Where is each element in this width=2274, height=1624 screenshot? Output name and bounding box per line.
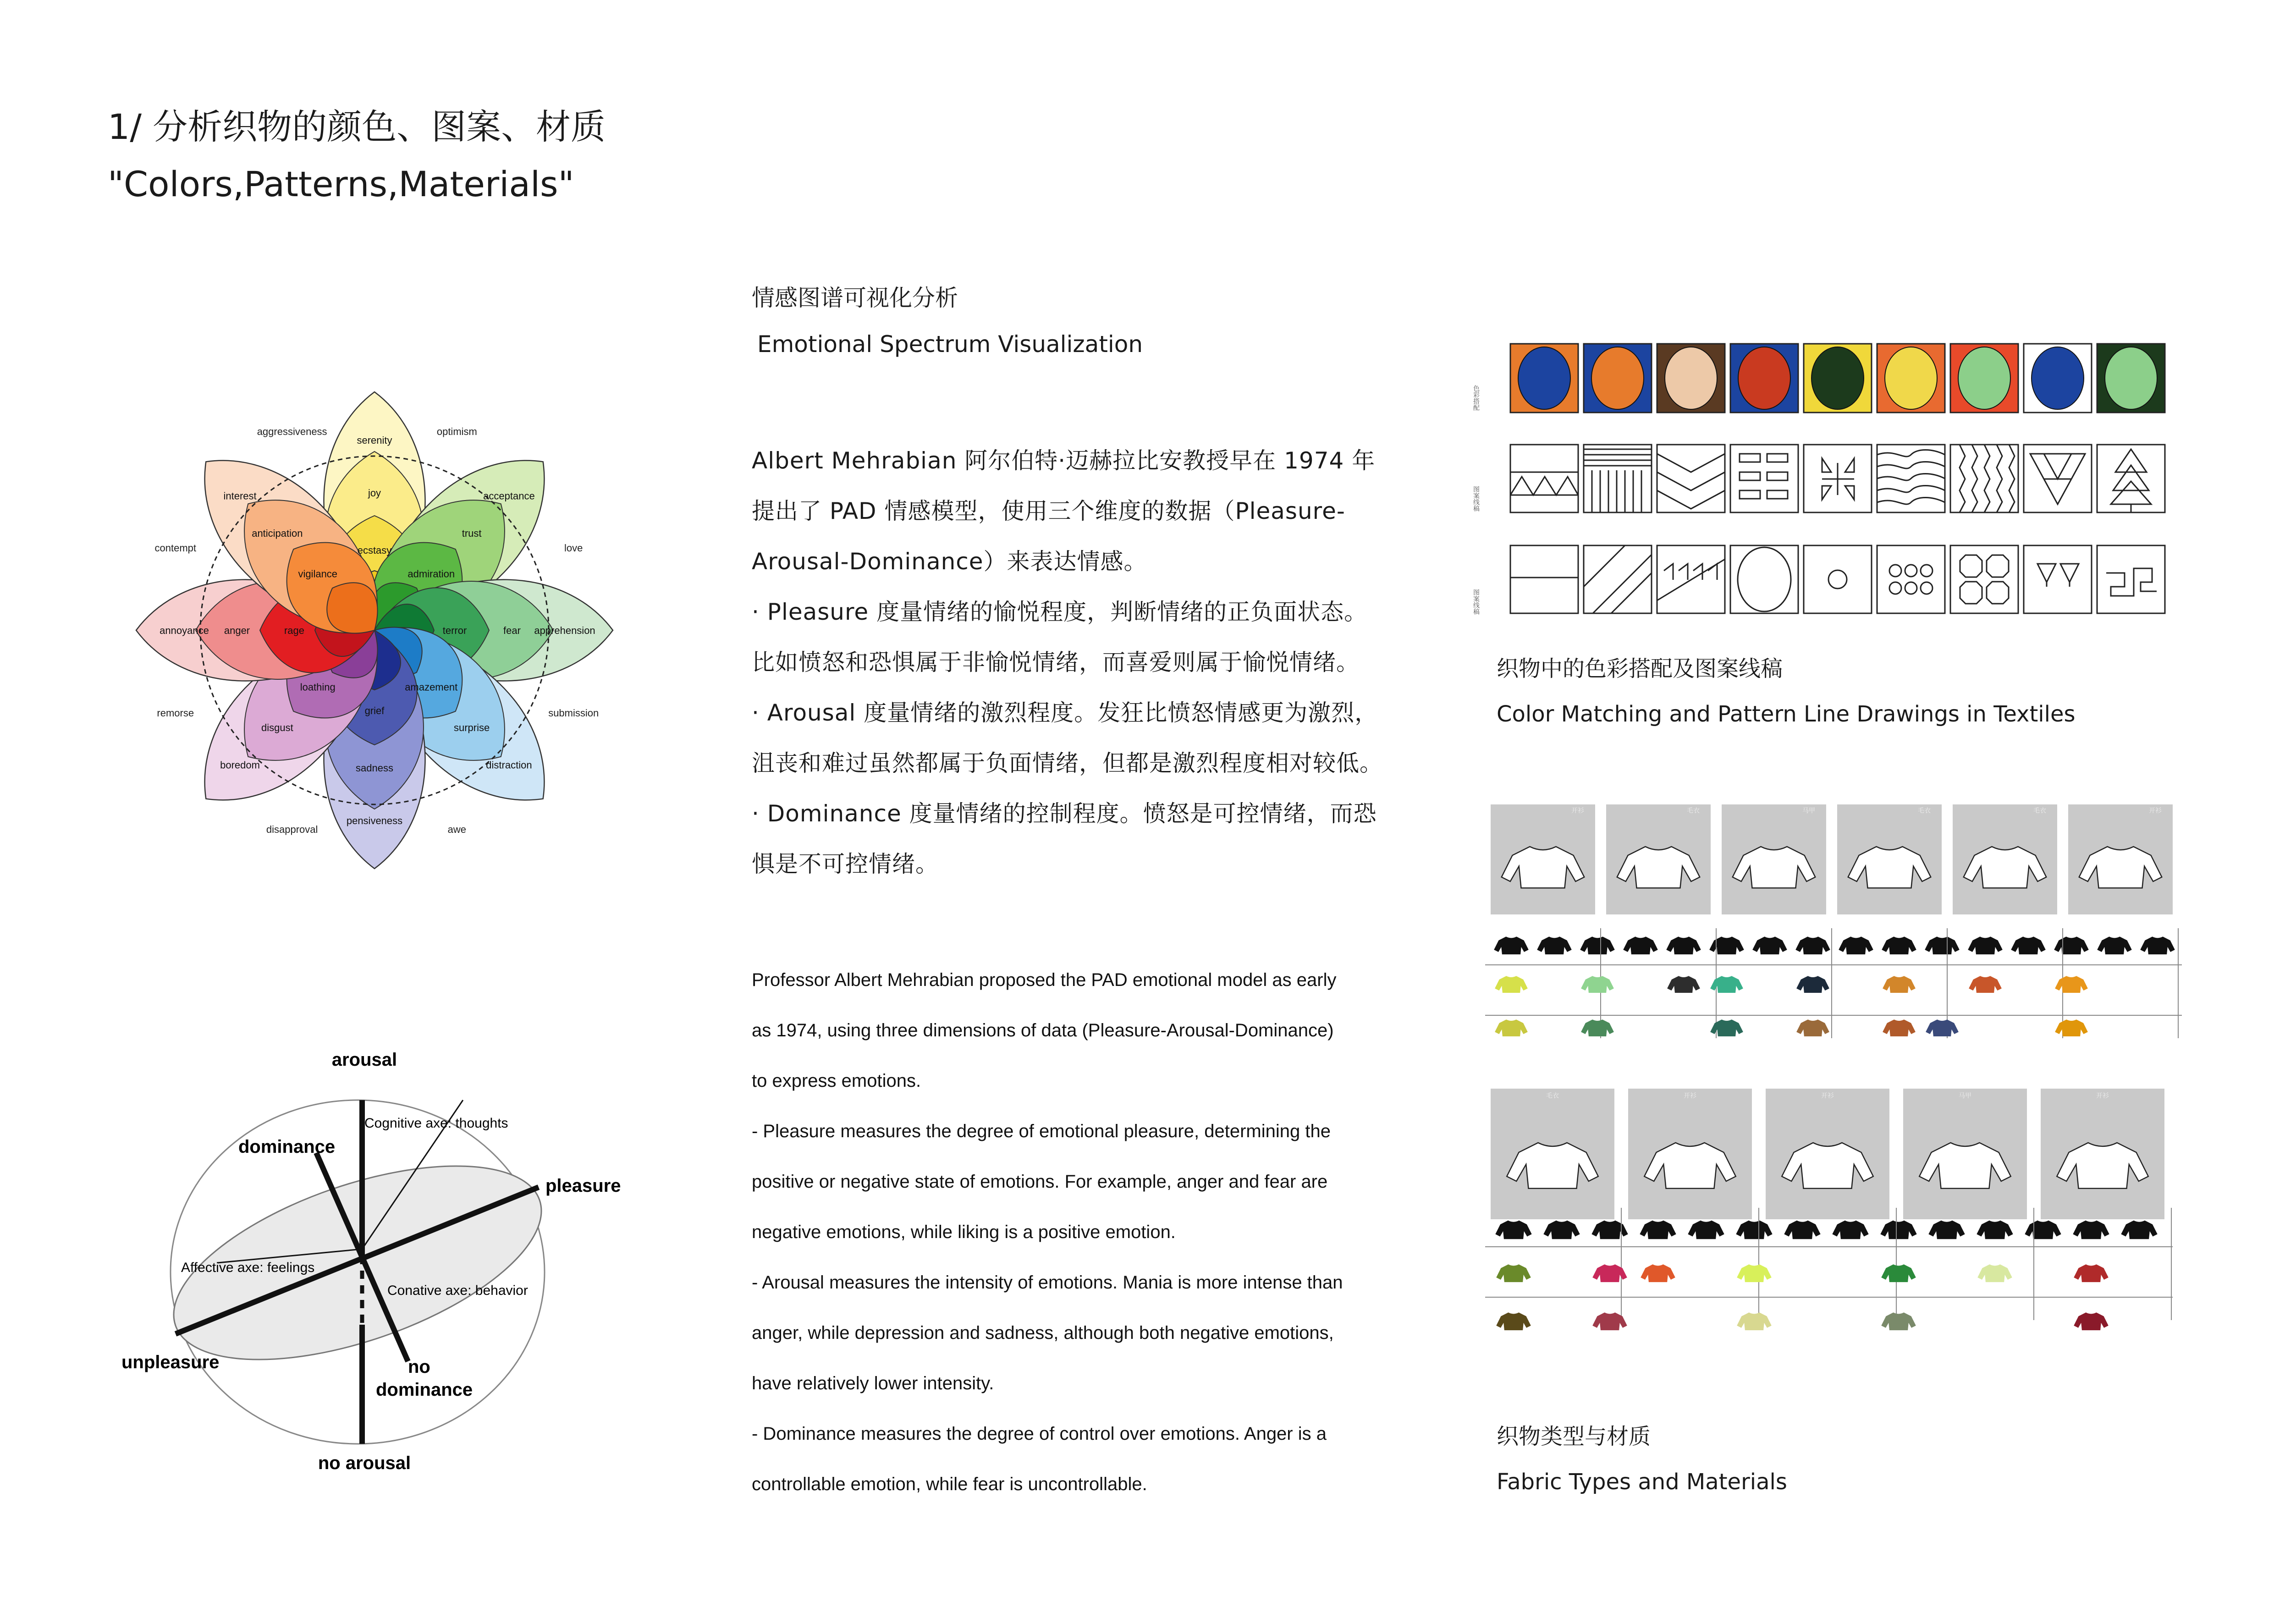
pattern-tile — [1822, 458, 1854, 500]
color-swatch — [1657, 344, 1725, 413]
color-swatch — [1730, 344, 1798, 413]
paragraph-line-cn: Arousal-Dominance）来表达情感。 — [752, 548, 1147, 575]
color-swatch — [1950, 344, 2018, 413]
paragraph-line-en: - Arousal measures the intensity of emotions. Mania is more intense than — [752, 1272, 1343, 1293]
garment-color-sample — [2056, 1020, 2087, 1036]
emotion-label: sadness — [356, 762, 393, 774]
label-no-arousal: no arousal — [318, 1453, 411, 1473]
garment-color-sample — [2075, 1265, 2108, 1282]
pattern-tile — [1657, 454, 1725, 509]
label-affective-axe: Affective axe: feelings — [181, 1260, 315, 1275]
paragraph-line-en: - Dominance measures the degree of control over emotions. Anger is a — [752, 1424, 1327, 1444]
fabric-types-grid — [1485, 804, 2182, 1400]
garment-silhouette — [1977, 1221, 2012, 1239]
emotion-label: fear — [503, 625, 521, 636]
garment-color-sample — [1738, 1313, 1771, 1330]
dyad-label: remorse — [157, 707, 194, 719]
garment-silhouette — [2141, 937, 2174, 954]
garment-silhouette — [1544, 1221, 1579, 1239]
color-swatch — [1804, 344, 1872, 413]
row-label-patterns-1: 图案线稿 — [1472, 486, 1480, 512]
label-dominance: dominance — [238, 1137, 336, 1157]
garment-silhouette — [1785, 1221, 1820, 1239]
dyad-label: aggressiveness — [257, 425, 327, 437]
pattern-tile — [1740, 454, 1788, 499]
fabric-card-label: 开衫 — [1571, 807, 1584, 814]
garment-silhouette — [2026, 1221, 2060, 1239]
pattern-tile — [1960, 555, 2009, 604]
fabric-card-label: 毛衣 — [2033, 807, 2046, 814]
emotion-label: serenity — [357, 435, 392, 446]
garment-silhouette — [1929, 1221, 1964, 1239]
color-swatch — [2024, 344, 2092, 413]
garment-silhouette — [1667, 937, 1700, 954]
emotion-label: apprehension — [534, 625, 595, 636]
garment-color-sample — [1497, 1313, 1530, 1330]
garment-color-sample — [1496, 977, 1527, 992]
fabric-card-label: 开衫 — [2096, 1092, 2109, 1099]
garment-color-sample — [1641, 1265, 1674, 1282]
garment-silhouette — [1969, 937, 2002, 954]
caption-fabric-en: Fabric Types and Materials — [1497, 1469, 1787, 1495]
garment-silhouette — [1839, 937, 1872, 954]
plutchik-emotion-wheel — [110, 367, 633, 889]
garment-color-sample — [1927, 1020, 1958, 1036]
garment-color-sample — [1882, 1313, 1915, 1330]
emotion-label: interest — [223, 490, 257, 502]
garment-color-sample — [1970, 977, 2001, 992]
garment-silhouette — [1592, 1221, 1627, 1239]
garment-color-sample — [1978, 1265, 2011, 1282]
paragraph-line-en: as 1974, using three dimensions of data (Pleasure-Arousal-Dominance) — [752, 1020, 1334, 1040]
garment-silhouette — [1495, 937, 1528, 954]
garment-silhouette — [1641, 1221, 1675, 1239]
emotion-heading-cn: 情感图谱可视化分析 — [752, 285, 958, 311]
garment-color-sample — [1668, 977, 1699, 992]
fabric-type-card — [1722, 804, 1826, 914]
pattern-tile — [2037, 564, 2079, 587]
garment-silhouette — [1581, 937, 1614, 954]
paragraph-line-en: controllable emotion, while fear is uncontrollable. — [752, 1474, 1147, 1494]
fabric-type-card — [1903, 1089, 2027, 1219]
emotion-label: terror — [442, 625, 467, 636]
label-arousal: arousal — [331, 1050, 397, 1070]
dyad-label: submission — [548, 707, 599, 719]
fabric-card-label: 马甲 — [1802, 807, 1815, 814]
emotion-label: grief — [364, 705, 385, 716]
pattern-tile — [1584, 545, 1652, 613]
color-swatch — [2097, 344, 2165, 413]
garment-silhouette — [1737, 1221, 1772, 1239]
garment-silhouette — [1883, 937, 1916, 954]
garment-silhouette — [1538, 937, 1571, 954]
garment-silhouette — [2055, 937, 2088, 954]
color-swatch — [1877, 344, 1945, 413]
emotion-label: acceptance — [483, 490, 535, 502]
emotion-paragraph-cn — [752, 435, 1383, 889]
garment-silhouette — [2098, 937, 2131, 954]
label-no-dominance-2: dominance — [376, 1380, 473, 1400]
garment-color-sample — [1738, 1265, 1771, 1282]
pattern-tile — [2111, 449, 2151, 512]
garment-silhouette — [1496, 1221, 1531, 1239]
garment-color-sample — [1497, 1265, 1530, 1282]
garment-color-sample — [1582, 1020, 1613, 1036]
dyad-label: optimism — [436, 425, 477, 437]
garment-silhouette — [2122, 1221, 2157, 1239]
fabric-type-card — [1837, 804, 1942, 914]
fabric-type-card — [1606, 804, 1711, 914]
emotion-label: joy — [368, 487, 381, 499]
garment-color-sample — [1882, 1265, 1915, 1282]
paragraph-line-cn: 比如愤怒和恐惧属于非愉悦情绪，而喜爱则属于愉悦情绪。 — [752, 649, 1360, 676]
emotion-label: annoyance — [160, 625, 209, 636]
page-title-en: "Colors,Patterns,Materials" — [108, 164, 574, 204]
label-pleasure: pleasure — [545, 1176, 621, 1196]
emotion-label: loathing — [300, 681, 336, 693]
pad-model-diagram — [115, 1040, 642, 1476]
emotion-label: surprise — [454, 722, 490, 734]
pattern-tile — [2030, 454, 2085, 504]
garment-silhouette — [1926, 937, 1959, 954]
emotion-label: pensiveness — [346, 815, 403, 826]
paragraph-line-en: to express emotions. — [752, 1071, 921, 1091]
fabric-type-card — [1953, 804, 2057, 914]
dyad-label: awe — [447, 824, 467, 836]
label-cognitive-axe: Cognitive axe: thoughts — [364, 1116, 508, 1131]
pattern-tile — [1738, 547, 1791, 611]
caption-colors-cn: 织物中的色彩搭配及图案线稿 — [1497, 656, 1783, 682]
fabric-card-label: 马甲 — [1959, 1092, 1971, 1099]
fabric-card-label: 开衫 — [2149, 807, 2162, 814]
garment-silhouette — [1833, 1221, 1868, 1239]
paragraph-line-cn: 提出了 PAD 情感模型，使用三个维度的数据（Pleasure- — [752, 498, 1345, 524]
garment-color-sample — [1797, 1020, 1828, 1036]
page-title-cn: 1/ 分析织物的颜色、图案、材质 — [108, 106, 606, 147]
paragraph-line-en: Professor Albert Mehrabian proposed the PAD emotional model as early — [752, 970, 1337, 990]
garment-color-sample — [1797, 977, 1828, 992]
emotion-label: admiration — [407, 568, 455, 580]
paragraph-line-en: positive or negative state of emotions. For example, anger and fear are — [752, 1172, 1328, 1192]
pattern-line-drawings — [1508, 442, 2168, 617]
fabric-card-label: 毛衣 — [1687, 807, 1700, 814]
emotion-label: anger — [224, 625, 250, 636]
label-conative-axe: Conative axe: behavior — [387, 1283, 528, 1298]
label-no-dominance-1: no — [408, 1357, 430, 1377]
caption-fabric-cn: 织物类型与材质 — [1497, 1424, 1651, 1449]
emotion-label: amazement — [405, 681, 458, 693]
dyad-label: love — [564, 542, 583, 554]
emotion-label: rage — [284, 625, 305, 636]
pattern-tile — [1960, 445, 2015, 512]
garment-silhouette — [1689, 1221, 1723, 1239]
fabric-card-label: 开衫 — [1684, 1092, 1696, 1099]
fabric-type-card — [2041, 1089, 2164, 1219]
garment-color-sample — [1883, 1020, 1915, 1036]
garment-silhouette — [2074, 1221, 2109, 1239]
emotion-label: anticipation — [252, 527, 303, 539]
garment-silhouette — [1881, 1221, 1916, 1239]
caption-colors-en: Color Matching and Pattern Line Drawings in Textiles — [1497, 701, 2076, 727]
emotion-label: distraction — [486, 759, 532, 771]
dyad-label: contempt — [154, 542, 197, 554]
emotion-heading-en: Emotional Spectrum Visualization — [757, 331, 1143, 358]
label-unpleasure: unpleasure — [121, 1352, 220, 1372]
emotion-label: vigilance — [298, 568, 338, 580]
color-swatch-row — [1508, 341, 2168, 417]
fabric-card-label: 开衫 — [1821, 1092, 1834, 1099]
garment-silhouette — [1753, 937, 1786, 954]
garment-color-sample — [2056, 977, 2087, 992]
fabric-type-card — [1491, 1089, 1614, 1219]
paragraph-line-en: anger, while depression and sadness, although both negative emotions, — [752, 1323, 1334, 1343]
fabric-type-card — [2068, 804, 2173, 914]
pattern-tile — [1584, 449, 1652, 512]
garment-color-sample — [1582, 977, 1613, 992]
paragraph-line-cn: 惧是不可控情绪。 — [752, 851, 939, 877]
emotion-label: boredom — [220, 759, 260, 771]
garment-color-sample — [2075, 1313, 2108, 1330]
color-swatch — [1584, 344, 1652, 413]
pattern-tile — [1877, 450, 1945, 505]
pattern-tile — [1510, 472, 1578, 495]
fabric-card-label: 毛衣 — [1918, 807, 1931, 814]
paragraph-line-cn: · Pleasure 度量情绪的愉悦程度，判断情绪的正负面状态。 — [752, 599, 1368, 625]
fabric-type-card — [1628, 1089, 1752, 1219]
dyad-label: disapproval — [266, 824, 318, 836]
paragraph-line-cn: Albert Mehrabian 阿尔伯特·迈赫拉比安教授早在 1974 年 — [752, 447, 1376, 474]
pattern-tile — [1828, 570, 1847, 589]
paragraph-line-en: have relatively lower intensity. — [752, 1373, 994, 1393]
garment-color-sample — [1883, 977, 1915, 992]
garment-color-sample — [1496, 1020, 1527, 1036]
garment-silhouette — [1710, 937, 1743, 954]
emotion-label: disgust — [261, 722, 293, 734]
fabric-card-label: 毛衣 — [1546, 1092, 1559, 1099]
fabric-type-card — [1766, 1089, 1889, 1219]
pattern-tile — [2106, 568, 2157, 596]
emotion-label: trust — [462, 527, 482, 539]
paragraph-line-en: negative emotions, while liking is a positive emotion. — [752, 1222, 1176, 1242]
garment-silhouette — [1796, 937, 1829, 954]
paragraph-line-cn: 沮丧和难过虽然都属于负面情绪，但都是激烈程度相对较低。 — [752, 750, 1383, 776]
color-swatch — [1510, 344, 1578, 413]
paragraph-line-cn: · Arousal 度量情绪的激烈程度。发狂比愤怒情感更为激烈， — [752, 699, 1378, 726]
garment-silhouette — [1624, 937, 1657, 954]
row-label-patterns-2: 图案线稿 — [1472, 589, 1480, 615]
paragraph-line-cn: · Dominance 度量情绪的控制程度。愤怒是可控情绪，而恐 — [752, 800, 1377, 827]
pattern-tile — [1657, 559, 1725, 600]
garment-silhouette — [2012, 937, 2045, 954]
fabric-type-card — [1491, 804, 1595, 914]
paragraph-line-en: - Pleasure measures the degree of emotional pleasure, determining the — [752, 1121, 1331, 1141]
pattern-tile — [1889, 565, 1933, 594]
emotion-label: ecstasy — [357, 545, 392, 556]
row-label-colors: 色彩搭配 — [1472, 385, 1480, 411]
emotion-paragraph-en — [752, 955, 1343, 1509]
